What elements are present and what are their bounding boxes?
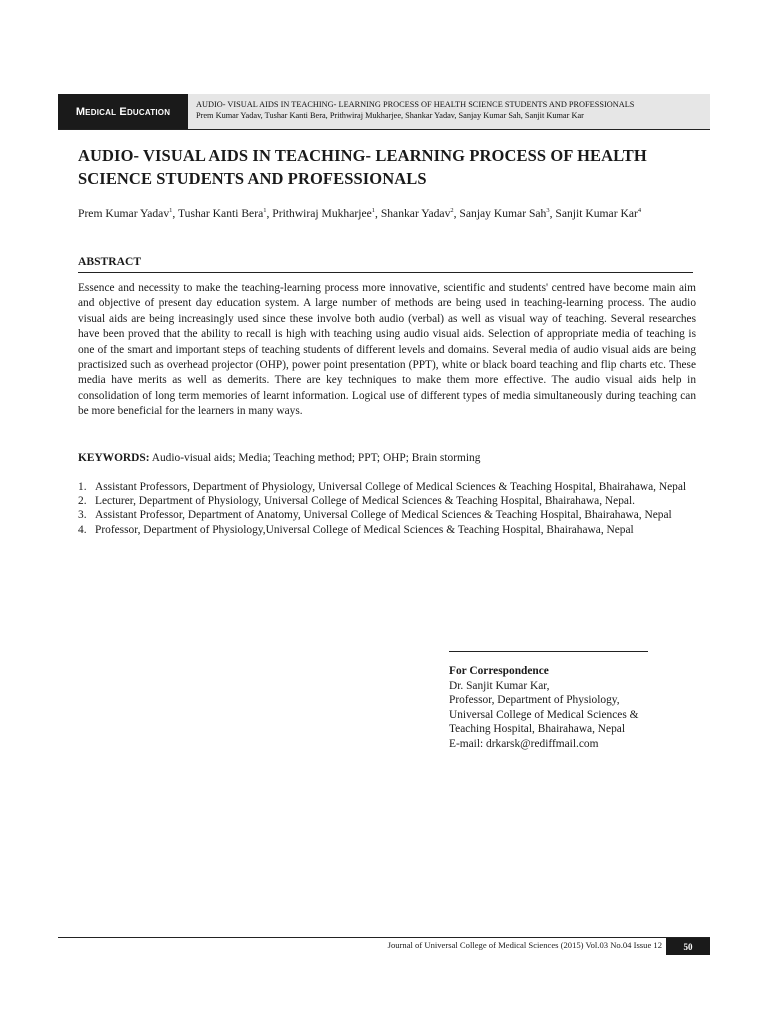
running-header (58, 94, 710, 130)
abstract-heading: ABSTRACT (78, 254, 693, 273)
author: Sanjit Kumar Kar$^4$ (555, 206, 642, 220)
journal-citation: Journal of Universal College of Medical Sciences (2015) Vol.03 No.04 Issue 12 (387, 940, 662, 950)
author: Sanjay Kumar Sah$^3$ (459, 206, 550, 220)
correspondence-institution: Teaching Hospital, Bhairahawa, Nepal (449, 723, 626, 735)
page-number: 50 (666, 938, 710, 955)
section-tag: Medical Education (58, 94, 188, 129)
correspondence-label: For Correspondence (449, 665, 549, 677)
author: Prithwiraj Mukharjee$^1$ (272, 206, 376, 220)
keywords (78, 450, 698, 466)
correspondence-email: E-mail: drkarsk@rediffmail.com (449, 737, 599, 750)
affiliation-item: 2. Lecturer, Department of Physiology, Universal College of Medical Sciences & Teaching Hospital, Bhairahawa, Nepal. (78, 495, 635, 508)
author-list: Prem Kumar Yadav$^1$, Tushar Kanti Bera$^1$, Prithwiraj Mukharjee$^1$, Shankar Yadav$^2$, Sanjay Kumar Sah$^3$, Sanjit Kumar Kar$^4$ (78, 206, 642, 220)
keywords-label: KEYWORDS: (78, 452, 150, 464)
keywords-text: Audio-visual aids; Media; Teaching method; PPT; OHP; Brain storming (151, 452, 481, 464)
correspondence-divider (449, 651, 648, 652)
abstract-text: Essence and necessity to make the teaching-learning process more innovative, scientific and students' centred have become main aim and objective of present day education system. A large number of methods are being used in teaching-learning process. The audio visual aids are being increasingly used since these involve both audio (verbal) as well as visual way of teaching. Several researches have been proved that the ability to recall is high with teaching using audio visual aids. Selection of appropriate media of teaching is one of the smart and important steps of teaching students of different levels and domains. Several media of audio visual aids are being practisized such as overhead projector (OHP), power point presentation (PPT), white or black board teaching and flip charts etc. These media have merits as well as demerits. There are key techniques to make them more effective. The audio visual aids help in consolidation of long term memories of learnt information. Logical use of different types of media simultaneously during teaching can be more beneficial for the learners in many ways. (78, 282, 696, 418)
correspondence-institution: Universal College of Medical Sciences & (449, 708, 639, 721)
correspondence-block (449, 664, 709, 751)
affiliation-item: 3. Assistant Professor, Department of Anatomy, Universal College of Medical Sciences & Teaching Hospital, Bhairahawa, Nepal (78, 509, 672, 522)
running-head (196, 99, 706, 121)
correspondence-position: Professor, Department of Physiology, (449, 694, 620, 706)
affiliation-list (78, 480, 698, 537)
running-authors: Prem Kumar Yadav, Tushar Kanti Bera, Prithwiraj Mukharjee, Shankar Yadav, Sanjay Kumar Sah, Sanjit Kumar Kar (196, 111, 584, 120)
author: Tushar Kanti Bera$^1$ (177, 206, 267, 220)
affiliation-item: 4. Professor, Department of Physiology,Universal College of Medical Sciences & Teaching Hospital, Bhairahawa, Nepal (78, 523, 634, 536)
correspondence-name: Dr. Sanjit Kumar Kar, (449, 679, 550, 692)
article-title: AUDIO- VISUAL AIDS IN TEACHING- LEARNING PROCESS OF HEALTH SCIENCE STUDENTS AND PROFESSIONALS (78, 146, 647, 188)
author: Prem Kumar Yadav$^1$ (78, 206, 173, 220)
author: Shankar Yadav$^2$ (380, 206, 454, 220)
affiliation-item: 1. Assistant Professors, Department of Physiology, Universal College of Medical Sciences & Teaching Hospital, Bhairahawa, Nepal (78, 481, 687, 493)
running-title: AUDIO- VISUAL AIDS IN TEACHING- LEARNING PROCESS OF HEALTH SCIENCE STUDENTS AND PROFESSIONALS (196, 100, 635, 109)
footer-divider (58, 937, 710, 938)
